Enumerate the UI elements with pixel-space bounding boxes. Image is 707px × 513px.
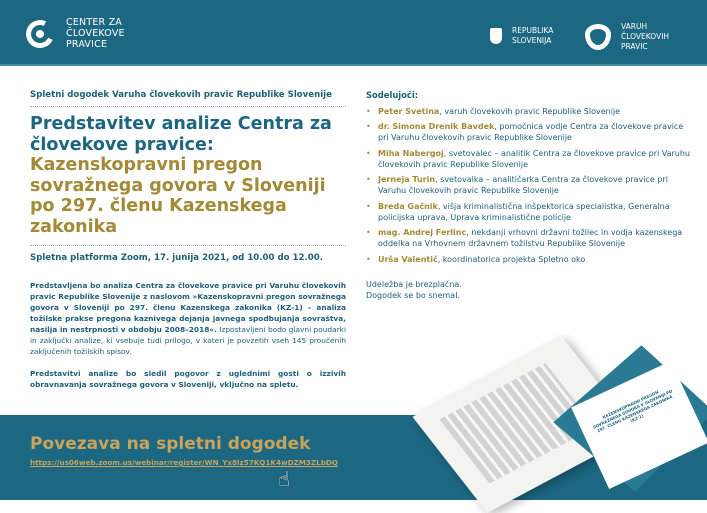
republika-slovenija-logo — [490, 26, 553, 46]
webinar-register-link[interactable]: https://us06web.zoom.us/webinar/register/WN_Yx8lz57KQ1K4wDZM3ZLbDQ — [30, 458, 338, 467]
header — [0, 0, 707, 66]
title-part2: Kazenskopravni pregon sovražnega govora v Sloveniji po 297. členu Kazenskega zakonika — [30, 155, 326, 237]
varuh-mark-icon — [585, 24, 611, 50]
participant-name: Breda Gačnik — [378, 201, 438, 211]
list-item — [366, 201, 696, 223]
subtitle: Spletni dogodek Varuha človekovih pravic Republike Slovenije — [30, 90, 346, 107]
participants-section — [366, 90, 696, 301]
list-item — [366, 121, 696, 143]
varuh-logo — [585, 22, 669, 52]
description-bold: Predstavljena bo analiza Centra za človekove pravice pri Varuhu človekovih pravic Republike Slovenije z naslovom »Kazenskopravni pregon sovražnega govora v Sloveniji po 297. členu Kazenskega zakonika (KZ-1) – analiza tožilske prakse pregona kaznivega dejanja javnega spodbujanja sovraštva, nasilja in nestrpnosti v obdobju 2008–2018«. — [30, 281, 346, 334]
free-note: Udeležba je brezplačna. — [366, 279, 462, 289]
participant-role: , nekdanji vrhovni državni tožilec in vodja kazenskega oddelka na Vrhovnem državnem tožilstvu Republike Slovenije — [378, 228, 683, 248]
logo-line: PRAVICE — [66, 39, 108, 50]
participants-list — [366, 106, 696, 265]
logo-line: ČLOVEKOVIH — [621, 32, 670, 41]
logo-line: ČLOVEKOVE — [66, 28, 125, 39]
participant-role: , svetovalka – analitičarka Centra za človekove pravice pri Varuhu človekovih pravic Republike Slovenije — [378, 175, 668, 195]
description-paragraph — [30, 280, 346, 357]
description-rest: Izpostavljeni bodo glavni poudarki in zaključki analize, ki vsebuje tudi prilogo, v kateri je povzetih vseh 145 proučenih zaključenih tožilskih spisov. — [30, 325, 346, 356]
event-description — [30, 90, 346, 390]
booklet-cover: KAZENSKOPRAVNI PREGON SOVRAŽNEGA GOVORA V SLOVENIJI PO 297. ČLENU KAZENSKEGA ZAKONIKA (KZ-1) — [571, 361, 707, 489]
coat-of-arms-icon — [490, 28, 502, 44]
event-date: Spletna platforma Zoom, 17. junija 2021, od 10.00 do 12.00. — [30, 253, 323, 263]
page-title — [30, 114, 346, 237]
participant-name: Jerneja Turin — [378, 175, 436, 184]
logo-line: SLOVENIJA — [512, 36, 552, 45]
logo-line: PRAVIC — [621, 42, 648, 51]
logo-line: VARUH — [621, 22, 648, 31]
list-item — [366, 106, 696, 117]
participant-role: , varuh človekovih pravic Republike Slovenije — [439, 106, 621, 116]
participant-role: , pomočnica vodje Centra za človekove pravice pri Varuhu človekovih pravic Republike Slovenije — [378, 122, 684, 142]
ring-logo-icon — [22, 16, 58, 52]
participant-name: dr. Simona Drenik Bavdek — [378, 122, 495, 131]
recording-note: Dogodek se bo snemal. — [366, 290, 460, 300]
participant-name: Urša Valentič — [378, 254, 438, 264]
title-part1: Predstavitev analize Centra za človekove pravice: — [30, 114, 332, 155]
list-item — [366, 254, 696, 265]
hand-cursor-icon: ☝ — [278, 467, 291, 491]
participant-role: , višja kriminalistična inšpektorica specialistka, Generalna policijska uprava, Uprava kriminalistične policije — [378, 201, 670, 222]
participant-name: mag. Andrej Ferlinc — [378, 228, 467, 237]
participant-name: Miha Nabergoj — [378, 148, 444, 158]
participant-name: Peter Svetina — [378, 106, 440, 116]
event-link-heading: Povezava na spletni dogodek — [30, 434, 311, 454]
list-item — [366, 227, 696, 249]
logo-line: REPUBLIKA — [512, 26, 554, 35]
participants-heading: Sodelujoči: — [366, 90, 419, 100]
list-item — [366, 148, 696, 170]
list-item — [366, 174, 696, 196]
participant-role: , svetovalec – analitik Centra za človekove pravice pri Varuhu človekovih pravic Republike Slovenije — [378, 148, 690, 169]
divider — [30, 245, 346, 246]
logo-line: CENTER ZA — [66, 17, 122, 28]
center-za-clovekove-pravice-logo — [26, 17, 125, 50]
participant-role: , koordinatorica projekta Spletno oko — [437, 254, 586, 264]
panel-paragraph: Predstavitvi analize bo sledil pogovor z uglednimi gosti o izzivih obravnavanja sovražnega govora v Sloveniji, vključno na spletu. — [30, 369, 346, 389]
